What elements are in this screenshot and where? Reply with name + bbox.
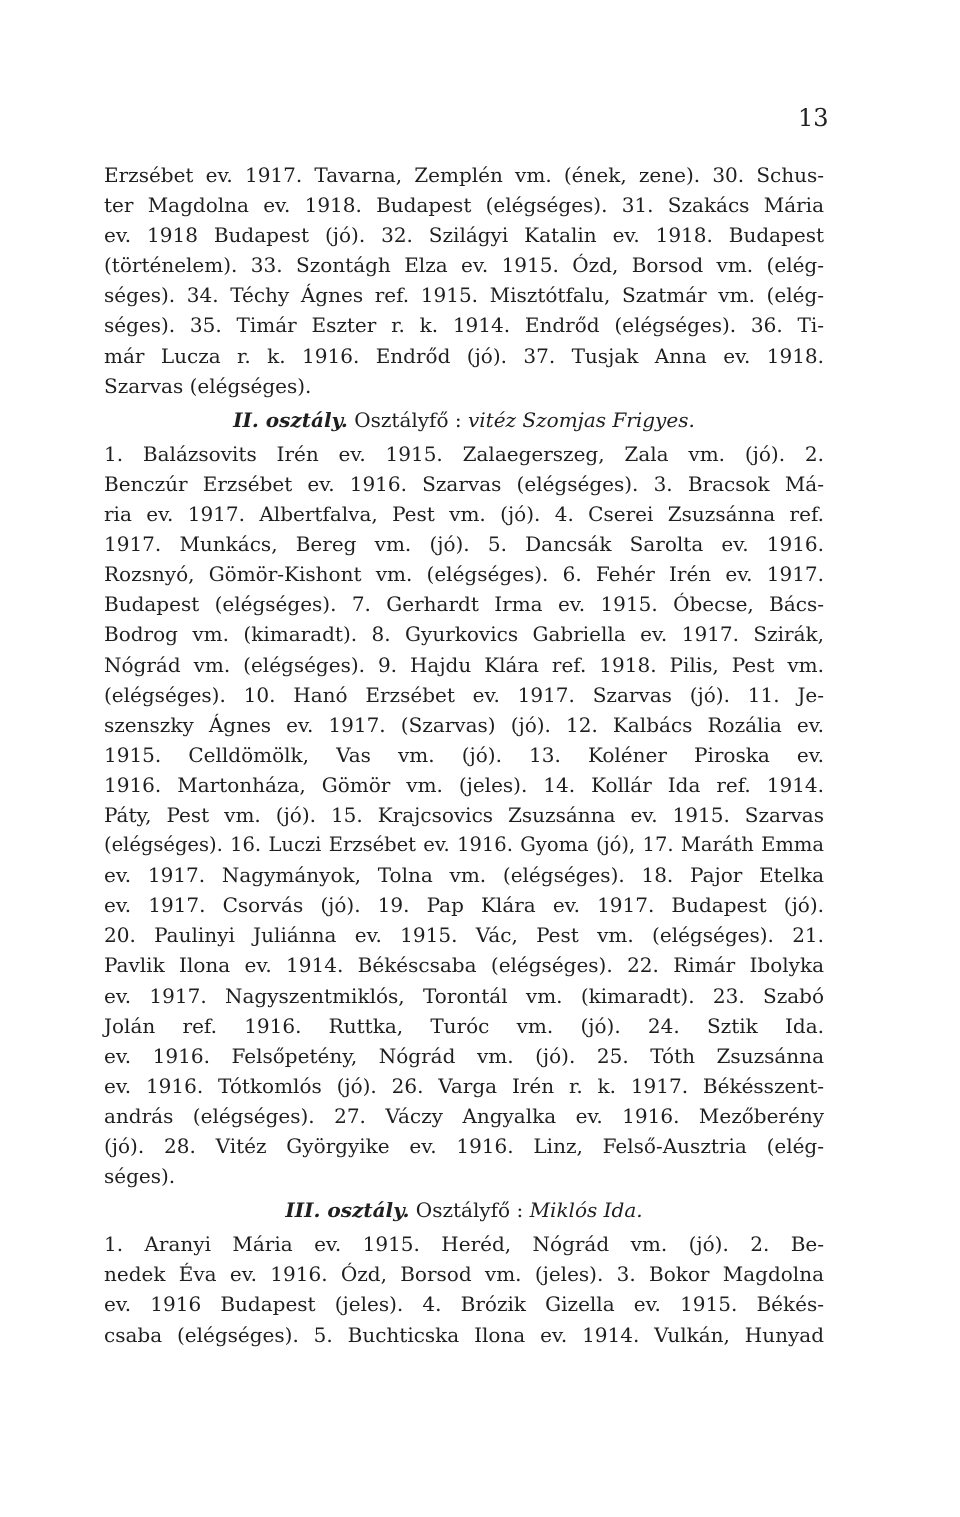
text-line: ev. 1917. Csorvás (jó). 19. Pap Klára ev. 1917. Budapest (jó). [104, 893, 824, 918]
text-line: ev. 1916. Tótkomlós (jó). 26. Varga Irén r. k. 1917. Békésszent- [104, 1073, 824, 1098]
text-line: séges). 34. Téchy Ágnes ref. 1915. Misztótfalu, Szatmár vm. (elég- [104, 283, 824, 308]
text-line: 1917. Munkács, Bereg vm. (jó). 5. Dancsák Sarolta ev. 1916. [104, 532, 824, 557]
class-2-title: II. osztály. [233, 407, 348, 432]
class-2-head-label: Osztályfő : [354, 407, 462, 432]
class-3-title: III. osztály. [285, 1198, 410, 1223]
class-3-heading [104, 1195, 824, 1225]
text-line: 1916. Martonháza, Gömör vm. (jeles). 14. Kollár Ida ref. 1914. [104, 772, 824, 797]
text-line: ria ev. 1917. Albertfalva, Pest vm. (jó). 4. Cserei Zsuzsánna ref. [104, 502, 824, 527]
text-line: Benczúr Erzsébet ev. 1916. Szarvas (elégséges). 3. Bracsok Má- [104, 471, 824, 496]
text-line: (történelem). 33. Szontágh Elza ev. 1915. Ózd, Borsod vm. (elég- [104, 253, 824, 278]
text-line: 20. Paulinyi Juliánna ev. 1915. Vác, Pest vm. (elégséges). 21. [104, 923, 824, 948]
text-line: 1915. Celldömölk, Vas vm. (jó). 13. Koléner Piroska ev. [104, 742, 824, 767]
text-line: Páty, Pest vm. (jó). 15. Krajcsovics Zsuzsánna ev. 1915. Szarvas [104, 802, 824, 827]
text-line: Szarvas (elégséges). [104, 373, 312, 398]
text-line: 1. Balázsovits Irén ev. 1915. Zalaegerszeg, Zala vm. (jó). 2. [104, 441, 824, 466]
text-line: Budapest (elégséges). 7. Gerhardt Irma ev. 1915. Óbecse, Bács- [104, 592, 824, 617]
page-number: 13 [798, 104, 829, 132]
text-line: (elégséges). 16. Luczi Erzsébet ev. 1916. Gyoma (jó), 17. Maráth Emma [104, 833, 824, 857]
class-2-head-name: vitéz Szomjas Frigyes. [467, 407, 695, 432]
text-line: ter Magdolna ev. 1918. Budapest (elégséges). 31. Szakács Mária [104, 193, 824, 218]
text-line: már Lucza r. k. 1916. Endrőd (jó). 37. Tusjak Anna ev. 1918. [104, 343, 824, 368]
text-line: Nógrád vm. (elégséges). 9. Hajdu Klára ref. 1918. Pilis, Pest vm. [104, 652, 824, 677]
text-line: szenszky Ágnes ev. 1917. (Szarvas) (jó). 12. Kalbács Rozália ev. [104, 712, 824, 737]
text-line: Erzsébet ev. 1917. Tavarna, Zemplén vm. (ének, zene). 30. Schus- [104, 163, 824, 187]
text-line: Rozsnyó, Gömör-Kishont vm. (elégséges). 6. Fehér Irén ev. 1917. [104, 562, 824, 587]
text-line: ev. 1916 Budapest (jeles). 4. Brózik Gizella ev. 1915. Békés- [104, 1292, 824, 1317]
body-text [104, 160, 824, 1350]
text-line: (elégséges). 10. Hanó Erzsébet ev. 1917. Szarvas (jó). 11. Je- [104, 682, 824, 707]
text-line: (jó). 28. Vitéz Györgyike ev. 1916. Linz, Felső-Ausztria (elég- [104, 1134, 824, 1158]
text-line: Bodrog vm. (kimaradt). 8. Gyurkovics Gabriella ev. 1917. Szirák, [104, 622, 824, 647]
text-line: Jolán ref. 1916. Ruttka, Turóc vm. (jó). 24. Sztik Ida. [104, 1013, 824, 1038]
text-line: Pavlik Ilona ev. 1914. Békéscsaba (elégséges). 22. Rimár Ibolyka [104, 953, 824, 978]
text-line: 1. Aranyi Mária ev. 1915. Heréd, Nógrád vm. (jó). 2. Be- [104, 1232, 824, 1257]
class-2-heading [104, 405, 824, 435]
text-line: andrás (elégséges). 27. Váczy Angyalka ev. 1916. Mezőberény [104, 1103, 824, 1128]
class-3-head-name: Miklós Ida. [529, 1198, 643, 1223]
text-line: séges). [104, 1164, 176, 1189]
text-line: ev. 1917. Nagymányok, Tolna vm. (elégséges). 18. Pajor Etelka [104, 863, 824, 888]
text-line: séges). 35. Timár Eszter r. k. 1914. Endrőd (elégséges). 36. Ti- [104, 313, 824, 338]
text-line: ev. 1918 Budapest (jó). 32. Szilágyi Katalin ev. 1918. Budapest [104, 223, 824, 248]
class-3-head-label: Osztályfő : [415, 1198, 524, 1223]
text-line: ev. 1916. Felsőpetény, Nógrád vm. (jó). 25. Tóth Zsuzsánna [104, 1043, 824, 1068]
text-line: ev. 1917. Nagyszentmiklós, Torontál vm. (kimaradt). 23. Szabó [104, 983, 824, 1008]
text-line: csaba (elégséges). 5. Buchticska Ilona ev. 1914. Vulkán, Hunyad [104, 1322, 824, 1347]
text-line: nedek Éva ev. 1916. Ózd, Borsod vm. (jeles). 3. Bokor Magdolna [104, 1262, 824, 1287]
